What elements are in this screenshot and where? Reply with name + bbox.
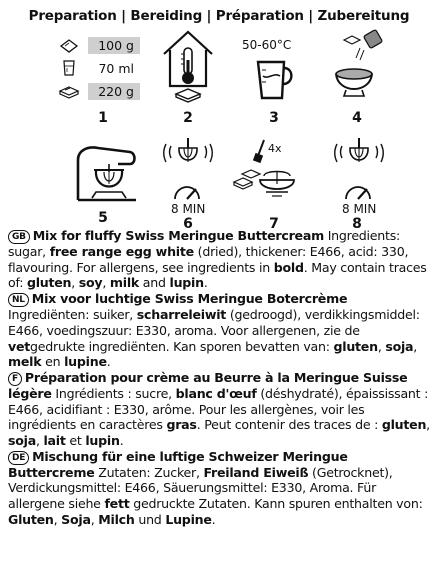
- ingredients-text: gedruckte Zutaten. Kann spuren enthalten von:: [129, 496, 423, 512]
- ingredient-amount: 100 g: [88, 37, 140, 54]
- stand-mixer-icon: [74, 140, 140, 212]
- sugar-cube-icon: [58, 36, 80, 54]
- ingredients-text: ,: [102, 275, 110, 291]
- ingredients-text: ,: [426, 417, 430, 433]
- preparation-steps: [0, 26, 438, 232]
- step-number: 5: [98, 210, 108, 226]
- step-number: 8: [352, 216, 362, 232]
- allergen-bold: milk: [109, 275, 140, 291]
- allergen-bold: melk: [8, 354, 42, 370]
- ingredients-text: Zutaten: Zucker,: [94, 464, 204, 480]
- allergen-bold: gluten: [333, 338, 378, 354]
- ingredients-text: en: [41, 354, 65, 370]
- duration-label: 8 MIN: [171, 202, 206, 216]
- step-number: 6: [183, 216, 193, 232]
- ingredients-text: . May contain traces of:: [8, 259, 427, 291]
- allergen-bold: Soja: [61, 511, 91, 527]
- allergen-bold: vet: [8, 338, 31, 354]
- allergen-bold: Freiland Eiweiß: [203, 464, 309, 480]
- ingredients-text: et: [65, 433, 86, 449]
- step-number: 4: [352, 110, 362, 126]
- repeat-count-label: 4x: [268, 142, 282, 155]
- ingredients-text: ,: [71, 275, 79, 291]
- ingredient-row-water: [58, 59, 140, 77]
- allergen-bold: Milch: [98, 511, 135, 527]
- ingredients-text: (dried), thickener: E466, acid: 330, flavouring. For allergens, see ingredients in: [8, 244, 409, 275]
- ingredients-text: ,: [35, 433, 44, 449]
- ingredients-text: gedrukte ingrediënten. Kan sporen bevatten van:: [30, 338, 334, 354]
- step-number: 2: [183, 110, 193, 126]
- ingredients-text: ,: [90, 511, 99, 527]
- ingredients-text: ,: [53, 511, 62, 527]
- allergen-bold: free range egg white: [49, 244, 194, 259]
- ingredient-text-block: [8, 228, 432, 528]
- allergen-bold: scharreleiwit: [136, 307, 227, 323]
- ingredients-text: (gedroogd), verdikkingsmiddel: E466, voedingszuur: E330, aroma. Voor allergenen, zie de: [8, 307, 420, 338]
- allergen-bold: bold: [273, 259, 304, 275]
- ingredients-text: .: [119, 433, 124, 449]
- step-number: 3: [269, 110, 279, 126]
- allergen-bold: lait: [43, 433, 66, 449]
- add-butter-mixer-icon: [232, 136, 302, 214]
- lang-badge-fr: F: [8, 372, 22, 386]
- allergen-bold: gluten: [26, 275, 72, 291]
- ingredient-row-sugar: [58, 36, 140, 54]
- product-title-fr: Préparation pour crème au Beurre à la Meringue Suisse légère: [8, 369, 408, 401]
- duration-label: 8 MIN: [342, 202, 377, 216]
- ingredient-amount: 220 g: [88, 83, 140, 100]
- allergen-bold: soja: [8, 433, 36, 449]
- whisk-icon: [333, 138, 385, 182]
- lang-badge-gb: GB: [8, 230, 30, 244]
- ingredients-text: Ingredients: sugar,: [8, 228, 401, 259]
- ingredient-row-butter: [58, 82, 140, 100]
- ingredients-text: Ingrediënten: suiker,: [8, 307, 137, 323]
- lang-badge-nl: NL: [8, 293, 29, 307]
- allergen-bold: blanc d'œuf: [175, 385, 257, 401]
- ingredients-text: (déshydraté), épaississant : E466, acidifiant : E330, arôme. Pour les allergènes, voir les ingrédients en caractères: [8, 385, 429, 433]
- ingredients-text: .: [211, 511, 216, 527]
- ingredients-text: ,: [413, 338, 418, 354]
- ingredients-text: and: [139, 275, 170, 291]
- allergen-bold: Gluten: [8, 511, 54, 527]
- allergen-bold: soja: [385, 338, 414, 354]
- ingredients-text: (Getrocknet), Verdickungsmittel: E466, Säuerungsmittel: E330, Aroma. Für allergene siehe: [8, 464, 393, 512]
- allergen-bold: lupin: [85, 433, 120, 449]
- product-title-en: Mix for fluffy Swiss Meringue Buttercream: [32, 228, 324, 243]
- room-temperature-icon: [160, 28, 216, 108]
- product-title-nl: Mix voor luchtige Swiss Meringue Botercrème: [31, 291, 348, 307]
- ingredients-text: .: [106, 354, 111, 370]
- water-cup-icon: [58, 59, 80, 77]
- ingredients-text: . Peut contenir des traces de :: [196, 417, 382, 433]
- ingredients-text: .: [203, 275, 208, 291]
- ingredients-text: Ingrédients : sucre,: [51, 385, 176, 401]
- measuring-jug-icon: [254, 58, 294, 106]
- ingredients-text: ,: [377, 338, 386, 354]
- allergen-bold: gras: [166, 417, 197, 433]
- lang-badge-de: DE: [8, 451, 29, 465]
- butter-icon: [58, 82, 80, 100]
- french-section: [8, 370, 432, 449]
- preparation-header: Preparation | Bereiding | Préparation | Zubereitung: [28, 8, 410, 24]
- step-number: 7: [269, 216, 279, 232]
- allergen-bold: soy: [78, 275, 103, 291]
- allergen-bold: fett: [104, 496, 130, 512]
- allergen-bold: lupin: [169, 275, 204, 291]
- temperature-label: 50-60°C: [242, 38, 292, 52]
- ingredient-amount: 70 ml: [98, 60, 134, 76]
- allergen-bold: gluten: [381, 417, 427, 433]
- allergen-bold: lupine: [64, 354, 107, 370]
- german-section: [8, 449, 432, 528]
- ingredients-text: und: [134, 511, 166, 527]
- whisk-icon: [162, 138, 214, 182]
- pour-into-bowl-icon: [330, 28, 390, 110]
- dutch-section: [8, 291, 432, 370]
- allergen-bold: Lupine: [165, 511, 212, 527]
- step-number: 1: [98, 110, 108, 126]
- product-title-de: Mischung für eine luftige Schweizer Meringue Buttercreme: [8, 448, 348, 480]
- english-section: [8, 228, 432, 291]
